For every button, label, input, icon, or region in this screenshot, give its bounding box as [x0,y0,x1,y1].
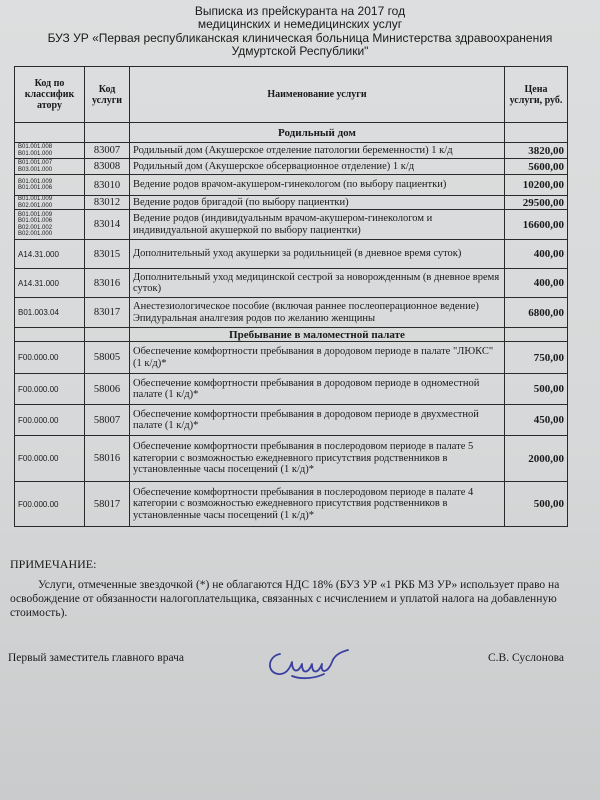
cell-service-name: Обеспечение комфортности пребывания в послеродовом периоде в палате 4 категории с возможностью ежедневного присутствия родственников в установленные часы посещений (1 к/д)* [130,482,505,527]
cell-price: 6800,00 [505,298,568,328]
cell-service-name: Ведение родов врачом-акушером-гинекологом (по выбору пациентки) [130,175,505,196]
handwritten-signature [262,640,358,684]
col-header-code: Код услуги [85,67,130,123]
cell-service-code: 83016 [85,269,130,298]
table-row [15,405,568,436]
section-header-row [15,328,568,342]
doc-title-line1: Выписка из прейскуранта на 2017 год [194,4,406,18]
col-header-name: Наименование услуги [130,67,505,123]
table-row [15,240,568,269]
cell-classifier: B01.003.04 [15,298,85,328]
table-row [15,482,568,527]
cell-service-code: 58005 [85,342,130,374]
cell-service-code: 83012 [85,196,130,210]
cell-service-name: Родильный дом (Акушерское отделение патологии беременности) 1 к/д [130,143,505,159]
cell-price: 10200,00 [505,175,568,196]
organization-name: БУЗ УР «Первая республиканская клиническая больница Министерства здравоохранения Удмуртской Республики" [47,31,553,58]
cell-service-code: 58006 [85,374,130,405]
cell-service-code: 83010 [85,175,130,196]
cell-service-code: 83007 [85,143,130,159]
table-row [15,374,568,405]
cell-service-name: Ведение родов (индивидуальным врачом-акушером-гинекологом и индивидуальной акушеркой по выбору пациентки) [130,210,505,240]
signer-name: С.В. Суслонова [488,652,564,664]
col-header-classifier: Код по классифик атору [15,67,85,123]
cell-service-name: Дополнительный уход медицинской сестрой за новорожденным (в дневное время суток) [130,269,505,298]
cell-classifier: B01.001.009 B01.001.006 B02.001.002 B02.001.000 [15,210,85,240]
cell-price: 500,00 [505,374,568,405]
cell-classifier: B01.001.009 B02.001.000 [15,196,85,210]
cell-service-name: Обеспечение комфортности пребывания в дородовом периоде в палате "ЛЮКС" (1 к/д)* [130,342,505,374]
cell-classifier: F00.000.00 [15,374,85,405]
table-row [15,143,568,159]
cell-price: 29500,00 [505,196,568,210]
cell-price: 16600,00 [505,210,568,240]
cell-service-code: 58007 [85,405,130,436]
cell-service-code: 83015 [85,240,130,269]
cell-price: 400,00 [505,240,568,269]
cell-classifier: B01.001.009 B01.001.006 [15,175,85,196]
cell-service-code: 83017 [85,298,130,328]
signer-position: Первый заместитель главного врача [8,652,185,664]
cell-classifier: A14.31.000 [15,269,85,298]
cell-service-name: Обеспечение комфортности пребывания в дородовом периоде в двухместной палате (1 к/д)* [130,405,505,436]
cell-service-name: Ведение родов бригадой (по выбору пациентки) [130,196,505,210]
table-body [15,123,568,527]
cell-service-code: 83014 [85,210,130,240]
note-title: ПРИМЕЧАНИЕ: [10,557,97,571]
cell-classifier: F00.000.00 [15,405,85,436]
section-header-row [15,123,568,143]
cell-classifier: F00.000.00 [15,482,85,527]
cell-service-code: 58016 [85,436,130,482]
price-table [14,66,568,527]
cell-price: 3820,00 [505,143,568,159]
cell-service-name: Дополнительный уход акушерки за родильницей (в дневное время суток) [130,240,505,269]
table-row [15,175,568,196]
cell-classifier: B01.001.008 B01.001.000 [15,143,85,159]
cell-service-code: 58017 [85,482,130,527]
cell-service-name: Родильный дом (Акушерское обсервационное отделение) 1 к/д [130,159,505,175]
table-row [15,298,568,328]
table-row [15,210,568,240]
table-row [15,196,568,210]
cell-price: 450,00 [505,405,568,436]
doc-title-line2: медицинских и немедицинских услуг [197,17,403,31]
col-header-price: Цена услуги, руб. [505,67,568,123]
cell-classifier: A14.31.000 [15,240,85,269]
section-title: Пребывание в маломестной палате [130,328,505,342]
table-header-row [15,67,568,123]
cell-price: 500,00 [505,482,568,527]
note-body: Услуги, отмеченные звездочкой (*) не облагаются НДС 18% (БУЗ УР «1 РКБ МЗ УР» использует право на освобождение от обязанности налогоплательщика, связанных с исчислением и уплатой налога на добавленную стоимость). [10,579,560,619]
cell-service-name: Обеспечение комфортности пребывания в дородовом периоде в одноместной палате (1 к/д)* [130,374,505,405]
table-row [15,159,568,175]
cell-price: 5600,00 [505,159,568,175]
cell-classifier: B01.001.007 B03.001.000 [15,159,85,175]
cell-price: 2000,00 [505,436,568,482]
cell-service-code: 83008 [85,159,130,175]
section-title: Родильный дом [130,123,505,143]
cell-service-name: Анестезиологическое пособие (включая раннее послеоперационное ведение) Эпидуральная аналгезия родов по желанию женщины [130,298,505,328]
cell-classifier: F00.000.00 [15,342,85,374]
table-row [15,269,568,298]
table-row [15,436,568,482]
cell-price: 750,00 [505,342,568,374]
cell-classifier: F00.000.00 [15,436,85,482]
cell-price: 400,00 [505,269,568,298]
table-row [15,342,568,374]
cell-service-name: Обеспечение комфортности пребывания в послеродовом периоде в палате 5 категории с возможностью ежедневного присутствия родственников в установленные часы посещений (1 к/д)* [130,436,505,482]
